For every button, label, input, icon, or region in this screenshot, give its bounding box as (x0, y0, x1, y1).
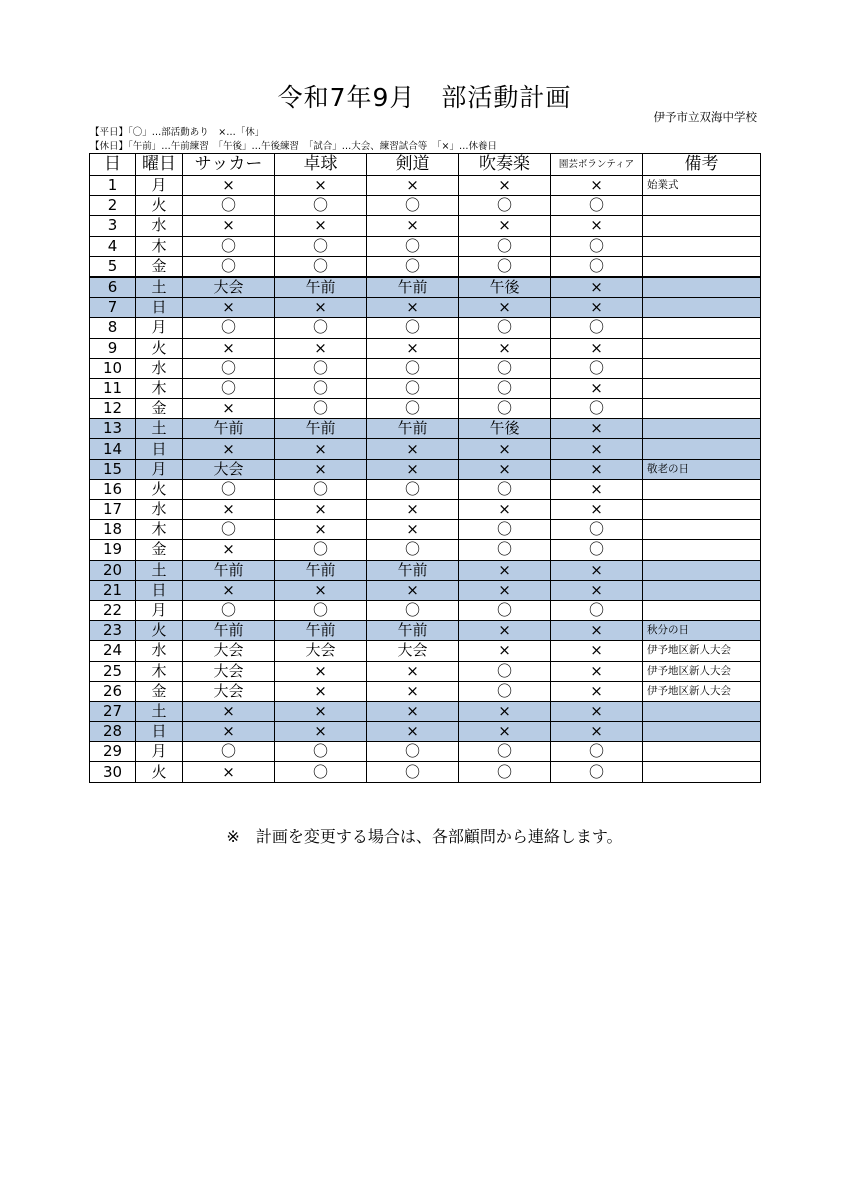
cell-table-tennis: 午前 (275, 560, 367, 580)
cell-kendo: × (367, 459, 459, 479)
table-row (90, 540, 761, 560)
cell-note: 伊予地区新人大会 (643, 661, 761, 681)
cell-gardening: 〇 (551, 600, 643, 620)
cell-soccer: × (183, 176, 275, 196)
cell-gardening: × (551, 621, 643, 641)
cell-note (643, 318, 761, 338)
cell-table-tennis: × (275, 722, 367, 742)
cell-table-tennis: 〇 (275, 762, 367, 782)
cell-table-tennis: 大会 (275, 641, 367, 661)
cell-weekday: 金 (136, 256, 183, 277)
cell-note (643, 419, 761, 439)
cell-day: 19 (90, 540, 136, 560)
table-row (90, 722, 761, 742)
cell-soccer: 大会 (183, 681, 275, 701)
table-row (90, 661, 761, 681)
table-row (90, 277, 761, 298)
cell-note (643, 580, 761, 600)
cell-soccer: × (183, 722, 275, 742)
cell-soccer: 〇 (183, 600, 275, 620)
cell-soccer: 〇 (183, 378, 275, 398)
cell-kendo: × (367, 298, 459, 318)
cell-table-tennis: 〇 (275, 399, 367, 419)
cell-brass-band: × (459, 439, 551, 459)
cell-weekday: 火 (136, 338, 183, 358)
cell-table-tennis: 〇 (275, 318, 367, 338)
cell-note (643, 722, 761, 742)
cell-day: 18 (90, 520, 136, 540)
cell-note (643, 701, 761, 721)
cell-day: 29 (90, 742, 136, 762)
cell-kendo: 大会 (367, 641, 459, 661)
table-row (90, 520, 761, 540)
cell-soccer: × (183, 298, 275, 318)
cell-table-tennis: 午前 (275, 277, 367, 298)
cell-note (643, 479, 761, 499)
cell-soccer: 午前 (183, 560, 275, 580)
cell-kendo: 〇 (367, 358, 459, 378)
cell-table-tennis: 〇 (275, 378, 367, 398)
cell-note (643, 358, 761, 378)
legend-weekday: 【平日】「〇」…部活動あり ×…「休」 (90, 127, 265, 138)
cell-day: 3 (90, 216, 136, 236)
cell-brass-band: × (459, 338, 551, 358)
cell-table-tennis: 〇 (275, 196, 367, 216)
footer-note: ※ 計画を変更する場合は、各部顧問から連絡します。 (226, 827, 623, 846)
cell-soccer: 大会 (183, 459, 275, 479)
cell-day: 15 (90, 459, 136, 479)
legend-holiday: 【休日】「午前」…午前練習 「午後」…午後練習 「試合」…大会、練習試合等 「×」…休養日 (90, 141, 497, 152)
cell-table-tennis: × (275, 580, 367, 600)
table-row (90, 742, 761, 762)
table-row (90, 236, 761, 256)
cell-soccer: 大会 (183, 661, 275, 681)
cell-table-tennis: 〇 (275, 479, 367, 499)
table-row (90, 419, 761, 439)
cell-brass-band: × (459, 459, 551, 479)
table-row (90, 600, 761, 620)
cell-table-tennis: × (275, 500, 367, 520)
cell-gardening: × (551, 560, 643, 580)
cell-gardening: × (551, 216, 643, 236)
cell-brass-band: 〇 (459, 681, 551, 701)
cell-table-tennis: × (275, 681, 367, 701)
cell-weekday: 木 (136, 520, 183, 540)
cell-day: 25 (90, 661, 136, 681)
cell-kendo: 〇 (367, 742, 459, 762)
cell-weekday: 水 (136, 358, 183, 378)
cell-brass-band: × (459, 701, 551, 721)
col-header-table-tennis: 卓球 (275, 154, 367, 176)
cell-weekday: 火 (136, 762, 183, 782)
cell-brass-band: 〇 (459, 358, 551, 378)
cell-table-tennis: × (275, 459, 367, 479)
cell-day: 1 (90, 176, 136, 196)
cell-note (643, 439, 761, 459)
cell-brass-band: 〇 (459, 256, 551, 277)
cell-gardening: × (551, 701, 643, 721)
cell-brass-band: × (459, 176, 551, 196)
cell-soccer: × (183, 701, 275, 721)
table-row (90, 560, 761, 580)
cell-brass-band: × (459, 500, 551, 520)
cell-table-tennis: 〇 (275, 600, 367, 620)
cell-gardening: × (551, 298, 643, 318)
col-header-weekday: 曜日 (136, 154, 183, 176)
cell-gardening: × (551, 681, 643, 701)
cell-gardening: × (551, 419, 643, 439)
cell-day: 7 (90, 298, 136, 318)
cell-note (643, 338, 761, 358)
cell-kendo: × (367, 520, 459, 540)
cell-kendo: 〇 (367, 399, 459, 419)
cell-brass-band: 〇 (459, 762, 551, 782)
cell-kendo: 午前 (367, 419, 459, 439)
cell-day: 27 (90, 701, 136, 721)
cell-note (643, 742, 761, 762)
cell-weekday: 土 (136, 701, 183, 721)
cell-weekday: 月 (136, 176, 183, 196)
cell-table-tennis: × (275, 520, 367, 540)
cell-weekday: 土 (136, 277, 183, 298)
table-row (90, 196, 761, 216)
school-name: 伊予市立双海中学校 (653, 110, 757, 124)
cell-brass-band: 〇 (459, 742, 551, 762)
cell-kendo: 〇 (367, 600, 459, 620)
cell-kendo: 〇 (367, 236, 459, 256)
cell-table-tennis: 午前 (275, 419, 367, 439)
cell-note: 伊予地区新人大会 (643, 641, 761, 661)
cell-note (643, 378, 761, 398)
cell-brass-band: × (459, 580, 551, 600)
cell-gardening: × (551, 479, 643, 499)
cell-soccer: 午前 (183, 621, 275, 641)
cell-table-tennis: × (275, 439, 367, 459)
cell-weekday: 木 (136, 661, 183, 681)
cell-gardening: × (551, 459, 643, 479)
cell-table-tennis: 〇 (275, 540, 367, 560)
cell-table-tennis: × (275, 216, 367, 236)
cell-kendo: 〇 (367, 196, 459, 216)
cell-weekday: 水 (136, 216, 183, 236)
schedule-body (90, 176, 761, 783)
cell-gardening: 〇 (551, 358, 643, 378)
cell-weekday: 金 (136, 399, 183, 419)
table-row (90, 399, 761, 419)
cell-table-tennis: × (275, 176, 367, 196)
cell-weekday: 月 (136, 459, 183, 479)
cell-gardening: × (551, 176, 643, 196)
cell-day: 9 (90, 338, 136, 358)
cell-brass-band: 午後 (459, 419, 551, 439)
table-row (90, 681, 761, 701)
cell-note (643, 216, 761, 236)
page-title: 令和7年9月 部活動計画 (277, 83, 572, 112)
cell-kendo: × (367, 722, 459, 742)
table-row (90, 762, 761, 782)
cell-gardening: 〇 (551, 196, 643, 216)
table-row (90, 459, 761, 479)
cell-table-tennis: 〇 (275, 236, 367, 256)
cell-soccer: 大会 (183, 641, 275, 661)
cell-brass-band: 〇 (459, 378, 551, 398)
cell-day: 2 (90, 196, 136, 216)
cell-soccer: 〇 (183, 358, 275, 378)
cell-gardening: × (551, 500, 643, 520)
cell-gardening: × (551, 580, 643, 600)
cell-kendo: × (367, 176, 459, 196)
table-row (90, 439, 761, 459)
cell-weekday: 金 (136, 681, 183, 701)
cell-weekday: 水 (136, 500, 183, 520)
cell-soccer: × (183, 338, 275, 358)
cell-note (643, 520, 761, 540)
cell-gardening: × (551, 722, 643, 742)
cell-brass-band: × (459, 560, 551, 580)
cell-soccer: × (183, 399, 275, 419)
cell-gardening: 〇 (551, 318, 643, 338)
cell-table-tennis: 〇 (275, 358, 367, 378)
cell-note (643, 298, 761, 318)
cell-note: 伊予地区新人大会 (643, 681, 761, 701)
cell-gardening: 〇 (551, 236, 643, 256)
cell-note (643, 762, 761, 782)
cell-note (643, 277, 761, 298)
cell-note (643, 540, 761, 560)
table-row (90, 256, 761, 277)
cell-note: 始業式 (643, 176, 761, 196)
cell-day: 26 (90, 681, 136, 701)
cell-brass-band: × (459, 641, 551, 661)
cell-soccer: 午前 (183, 419, 275, 439)
cell-gardening: × (551, 661, 643, 681)
cell-table-tennis: × (275, 298, 367, 318)
cell-gardening: 〇 (551, 762, 643, 782)
cell-note: 敬老の日 (643, 459, 761, 479)
cell-day: 13 (90, 419, 136, 439)
cell-weekday: 火 (136, 479, 183, 499)
cell-weekday: 月 (136, 600, 183, 620)
cell-note (643, 196, 761, 216)
cell-brass-band: × (459, 298, 551, 318)
cell-weekday: 月 (136, 742, 183, 762)
cell-day: 5 (90, 256, 136, 277)
cell-kendo: × (367, 338, 459, 358)
cell-gardening: 〇 (551, 540, 643, 560)
cell-soccer: 〇 (183, 236, 275, 256)
cell-kendo: 午前 (367, 560, 459, 580)
cell-weekday: 土 (136, 560, 183, 580)
col-header-brass-band: 吹奏楽 (459, 154, 551, 176)
cell-day: 20 (90, 560, 136, 580)
cell-day: 11 (90, 378, 136, 398)
cell-weekday: 金 (136, 540, 183, 560)
cell-weekday: 木 (136, 236, 183, 256)
cell-weekday: 木 (136, 378, 183, 398)
cell-weekday: 日 (136, 722, 183, 742)
cell-brass-band: 〇 (459, 600, 551, 620)
table-row (90, 621, 761, 641)
table-row (90, 641, 761, 661)
table-row (90, 298, 761, 318)
col-header-soccer: サッカー (183, 154, 275, 176)
cell-note (643, 560, 761, 580)
cell-day: 4 (90, 236, 136, 256)
cell-gardening: 〇 (551, 742, 643, 762)
cell-brass-band: 〇 (459, 540, 551, 560)
table-row (90, 358, 761, 378)
cell-note: 秋分の日 (643, 621, 761, 641)
table-row (90, 701, 761, 721)
cell-soccer: × (183, 540, 275, 560)
cell-soccer: 〇 (183, 196, 275, 216)
cell-soccer: 〇 (183, 318, 275, 338)
cell-weekday: 日 (136, 439, 183, 459)
cell-kendo: 〇 (367, 540, 459, 560)
cell-table-tennis: × (275, 338, 367, 358)
table-row (90, 216, 761, 236)
cell-brass-band: × (459, 722, 551, 742)
cell-gardening: × (551, 277, 643, 298)
col-header-day: 日 (90, 154, 136, 176)
cell-soccer: × (183, 500, 275, 520)
col-header-kendo: 剣道 (367, 154, 459, 176)
cell-day: 12 (90, 399, 136, 419)
cell-table-tennis: 午前 (275, 621, 367, 641)
cell-note (643, 399, 761, 419)
cell-table-tennis: × (275, 701, 367, 721)
cell-kendo: × (367, 216, 459, 236)
cell-table-tennis: × (275, 661, 367, 681)
cell-day: 30 (90, 762, 136, 782)
cell-gardening: 〇 (551, 399, 643, 419)
cell-brass-band: 〇 (459, 318, 551, 338)
cell-soccer: 〇 (183, 520, 275, 540)
cell-day: 22 (90, 600, 136, 620)
cell-day: 24 (90, 641, 136, 661)
cell-kendo: 〇 (367, 479, 459, 499)
cell-soccer: × (183, 216, 275, 236)
cell-brass-band: 〇 (459, 236, 551, 256)
cell-gardening: 〇 (551, 256, 643, 277)
table-row (90, 378, 761, 398)
cell-weekday: 土 (136, 419, 183, 439)
cell-brass-band: × (459, 216, 551, 236)
table-row (90, 580, 761, 600)
cell-kendo: × (367, 681, 459, 701)
table-row (90, 500, 761, 520)
cell-soccer: 〇 (183, 256, 275, 277)
cell-gardening: × (551, 338, 643, 358)
table-header-row (90, 154, 761, 176)
cell-day: 14 (90, 439, 136, 459)
cell-gardening: × (551, 641, 643, 661)
cell-gardening: × (551, 439, 643, 459)
cell-brass-band: × (459, 621, 551, 641)
cell-day: 23 (90, 621, 136, 641)
cell-day: 8 (90, 318, 136, 338)
cell-kendo: 〇 (367, 256, 459, 277)
table-row (90, 318, 761, 338)
cell-soccer: × (183, 439, 275, 459)
col-header-gardening-volunteer: 園芸ボランティア (551, 154, 643, 176)
cell-day: 21 (90, 580, 136, 600)
cell-weekday: 日 (136, 580, 183, 600)
cell-brass-band: 〇 (459, 661, 551, 681)
cell-note (643, 256, 761, 277)
cell-gardening: 〇 (551, 520, 643, 540)
cell-note (643, 600, 761, 620)
table-row (90, 338, 761, 358)
table-row (90, 479, 761, 499)
cell-brass-band: 〇 (459, 196, 551, 216)
cell-brass-band: 〇 (459, 520, 551, 540)
cell-soccer: 〇 (183, 742, 275, 762)
cell-table-tennis: 〇 (275, 742, 367, 762)
cell-weekday: 火 (136, 621, 183, 641)
cell-kendo: × (367, 580, 459, 600)
cell-kendo: × (367, 701, 459, 721)
cell-soccer: 大会 (183, 277, 275, 298)
cell-kendo: × (367, 500, 459, 520)
col-header-notes: 備考 (643, 154, 761, 176)
cell-kendo: × (367, 661, 459, 681)
cell-day: 10 (90, 358, 136, 378)
cell-day: 16 (90, 479, 136, 499)
cell-day: 6 (90, 277, 136, 298)
cell-kendo: 〇 (367, 318, 459, 338)
cell-brass-band: 〇 (459, 399, 551, 419)
cell-weekday: 日 (136, 298, 183, 318)
cell-kendo: 午前 (367, 621, 459, 641)
cell-gardening: × (551, 378, 643, 398)
table-row (90, 176, 761, 196)
cell-kendo: 午前 (367, 277, 459, 298)
cell-soccer: 〇 (183, 479, 275, 499)
cell-note (643, 236, 761, 256)
cell-weekday: 火 (136, 196, 183, 216)
cell-weekday: 月 (136, 318, 183, 338)
cell-kendo: × (367, 439, 459, 459)
cell-kendo: 〇 (367, 378, 459, 398)
cell-day: 17 (90, 500, 136, 520)
schedule-table (89, 153, 761, 783)
cell-weekday: 水 (136, 641, 183, 661)
cell-note (643, 500, 761, 520)
cell-brass-band: 〇 (459, 479, 551, 499)
cell-soccer: × (183, 580, 275, 600)
cell-day: 28 (90, 722, 136, 742)
cell-brass-band: 午後 (459, 277, 551, 298)
cell-soccer: × (183, 762, 275, 782)
cell-table-tennis: 〇 (275, 256, 367, 277)
cell-kendo: 〇 (367, 762, 459, 782)
